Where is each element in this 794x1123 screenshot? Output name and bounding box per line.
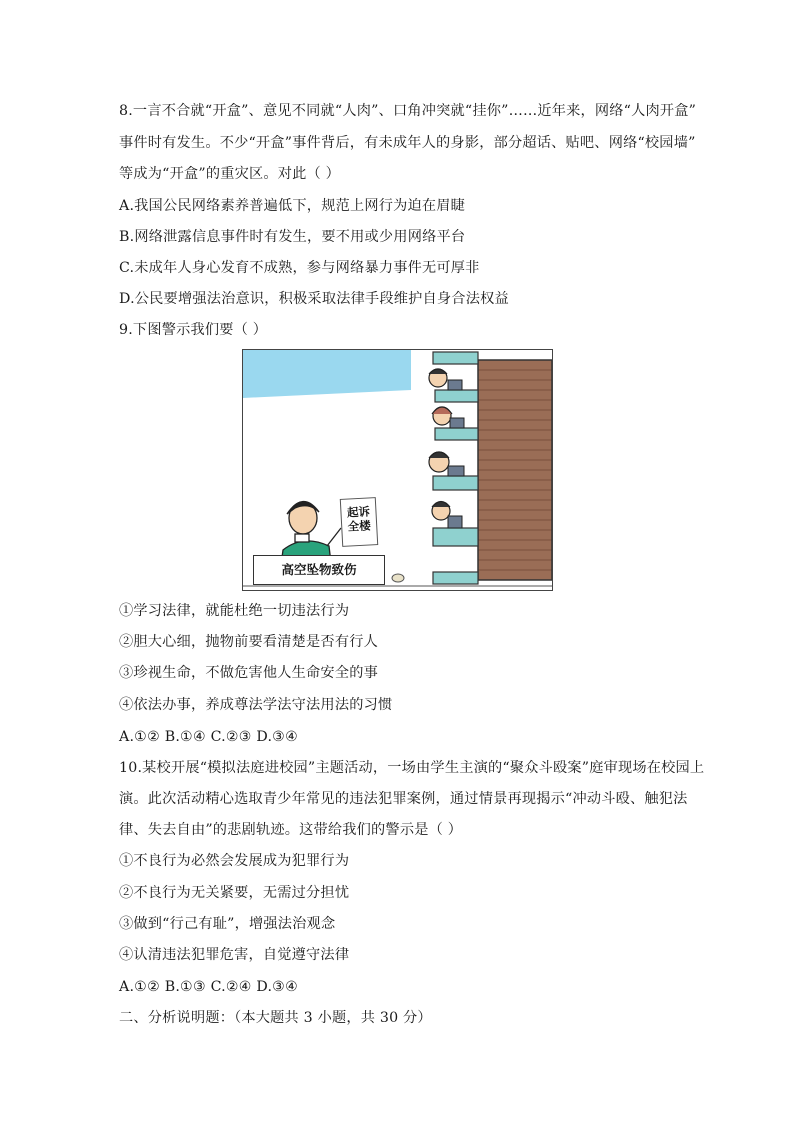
q10-statement-2: ②不良行为无关紧要，无需过分担忧 [119,885,350,901]
q10-statement-4: ④认清违法犯罪危害，自觉遵守法律 [119,947,350,963]
cartoon-drawing [243,350,552,590]
q9-stem: 9.下图警示我们要（ ） [119,322,268,338]
q8-option-d: D.公民要增强法治意识，积极采取法律手段维护自身合法权益 [119,291,509,307]
lawsuit-sign [340,497,378,547]
q9-statement-3: ③珍视生命，不做危害他人生命安全的事 [119,665,378,681]
q10-stem-line-3: 律、失去自由”的悲剧轨迹。这带给我们的警示是（ ） [119,822,463,838]
sign-line-1: 起诉 [346,504,371,520]
q10-statement-3: ③做到“行己有耻”，增强法治观念 [119,916,336,932]
q9-statement-4: ④依法办事，养成尊法学法守法用法的习惯 [119,697,393,713]
q10-stem-line-2: 演。此次活动精心选取青少年常见的违法犯罪案例，通过情景再现揭示“冲动斗殴、触犯法 [119,791,688,807]
q10-choices: A.①② B.①③ C.②④ D.③④ [119,979,299,995]
q8-option-b: B.网络泄露信息事件时有发生，要不用或少用网络平台 [119,229,466,245]
q9-choices: A.①② B.①④ C.②③ D.③④ [119,729,299,745]
figure-caption: 高空坠物致伤 [253,555,385,585]
q8-option-c: C.未成年人身心发育不成熟，参与网络暴力事件无可厚非 [119,260,480,276]
q10-statement-1: ①不良行为必然会发展成为犯罪行为 [119,853,350,869]
q8-stem-line-3: 等成为“开盒”的重灾区。对此（ ） [119,166,341,182]
q8-stem-line-2: 事件时有发生。不少“开盒”事件背后，有未成年人的身影，部分超话、贴吧、网络“校园墙” [119,135,696,151]
sign-line-2: 全楼 [347,518,372,534]
q9-statement-1: ①学习法律，就能杜绝一切违法行为 [119,603,350,619]
q10-stem-line-1: 10.某校开展“模拟法庭进校园”主题活动，一场由学生主演的“聚众斗殴案”庭审现场在校园上 [119,760,705,776]
section-2-heading: 二、分析说明题：（本大题共 3 小题，共 30 分） [119,1010,432,1026]
q8-stem-line-1: 8.一言不合就“开盒”、意见不同就“人肉”、口角冲突就“挂你”……近年来，网络“人肉开盒” [119,103,697,119]
cartoon-figure [242,349,553,591]
q8-option-a: A.我国公民网络素养普遍低下，规范上网行为迫在眉睫 [119,198,466,214]
q9-statement-2: ②胆大心细，抛物前要看清楚是否有行人 [119,634,378,650]
